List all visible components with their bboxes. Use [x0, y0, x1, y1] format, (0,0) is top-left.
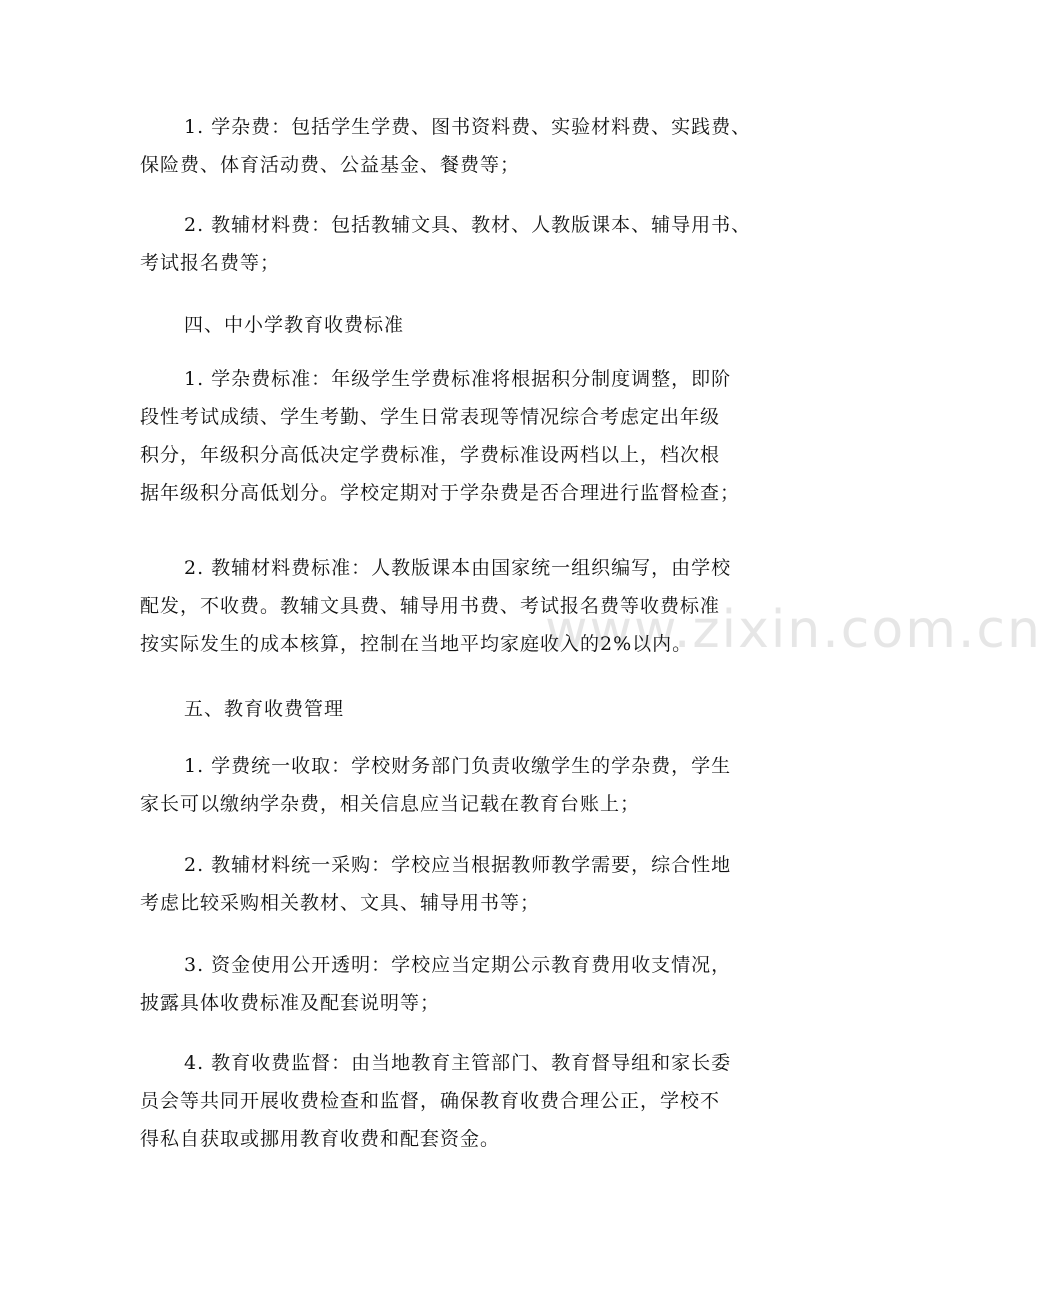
text-line: 按实际发生的成本核算，控制在当地平均家庭收入的2%以内。: [140, 633, 693, 655]
paragraph-tuition-standard: [140, 360, 790, 512]
text-line: 员会等共同开展收费检查和监督，确保教育收费合理公正，学校不: [140, 1090, 721, 1112]
text-line: 保险费、体育活动费、公益基金、餐费等；: [140, 154, 521, 176]
text-line: 考虑比较采购相关教材、文具、辅导用书等；: [140, 892, 541, 914]
text-line: 配发，不收费。教辅文具费、辅导用书费、考试报名费等收费标准: [140, 595, 721, 617]
text-line: 2. 教辅材料费：包括教辅文具、教材、人教版课本、辅导用书、: [184, 214, 752, 236]
text-line: 考试报名费等；: [140, 252, 281, 274]
text-line: 2. 教辅材料费标准：人教版课本由国家统一组织编写，由学校: [184, 557, 732, 579]
text-line: 得私自获取或挪用教育收费和配套资金。: [140, 1128, 501, 1150]
heading-line: 四、中小学教育收费标准: [184, 314, 405, 336]
heading-line: 五、教育收费管理: [184, 698, 345, 720]
section-heading-4: [140, 306, 790, 344]
paragraph-materials-items: [140, 206, 790, 282]
text-line: 段性考试成绩、学生考勤、学生日常表现等情况综合考虑定出年级: [140, 406, 721, 428]
text-line: 3. 资金使用公开透明：学校应当定期公示教育费用收支情况，: [184, 954, 732, 976]
paragraph-fee-collection: [140, 747, 790, 823]
paragraph-fund-transparency: [140, 946, 790, 1022]
section-heading-5: [140, 690, 790, 728]
text-line: 2. 教辅材料统一采购：学校应当根据教师教学需要，综合性地: [184, 854, 732, 876]
paragraph-materials-standard: [140, 549, 790, 663]
text-line: 1. 学杂费：包括学生学费、图书资料费、实验材料费、实践费、: [184, 116, 752, 138]
text-line: 积分，年级积分高低决定学费标准，学费标准设两档以上，档次根: [140, 444, 721, 466]
paragraph-tuition-items: [140, 108, 790, 184]
text-line: 1. 学费统一收取：学校财务部门负责收缴学生的学杂费，学生: [184, 755, 732, 777]
paragraph-unified-procurement: [140, 846, 790, 922]
text-line: 据年级积分高低划分。学校定期对于学杂费是否合理进行监督检查；: [140, 482, 741, 504]
paragraph-fee-supervision: [140, 1044, 790, 1158]
watermark: www.zixin.com.cn: [545, 600, 1042, 660]
text-line: 4. 教育收费监督：由当地教育主管部门、教育督导组和家长委: [184, 1052, 732, 1074]
text-line: 家长可以缴纳学杂费，相关信息应当记载在教育台账上；: [140, 793, 641, 815]
text-line: 1. 学杂费标准：年级学生学费标准将根据积分制度调整，即阶: [184, 368, 732, 390]
text-line: 披露具体收费标准及配套说明等；: [140, 992, 441, 1014]
